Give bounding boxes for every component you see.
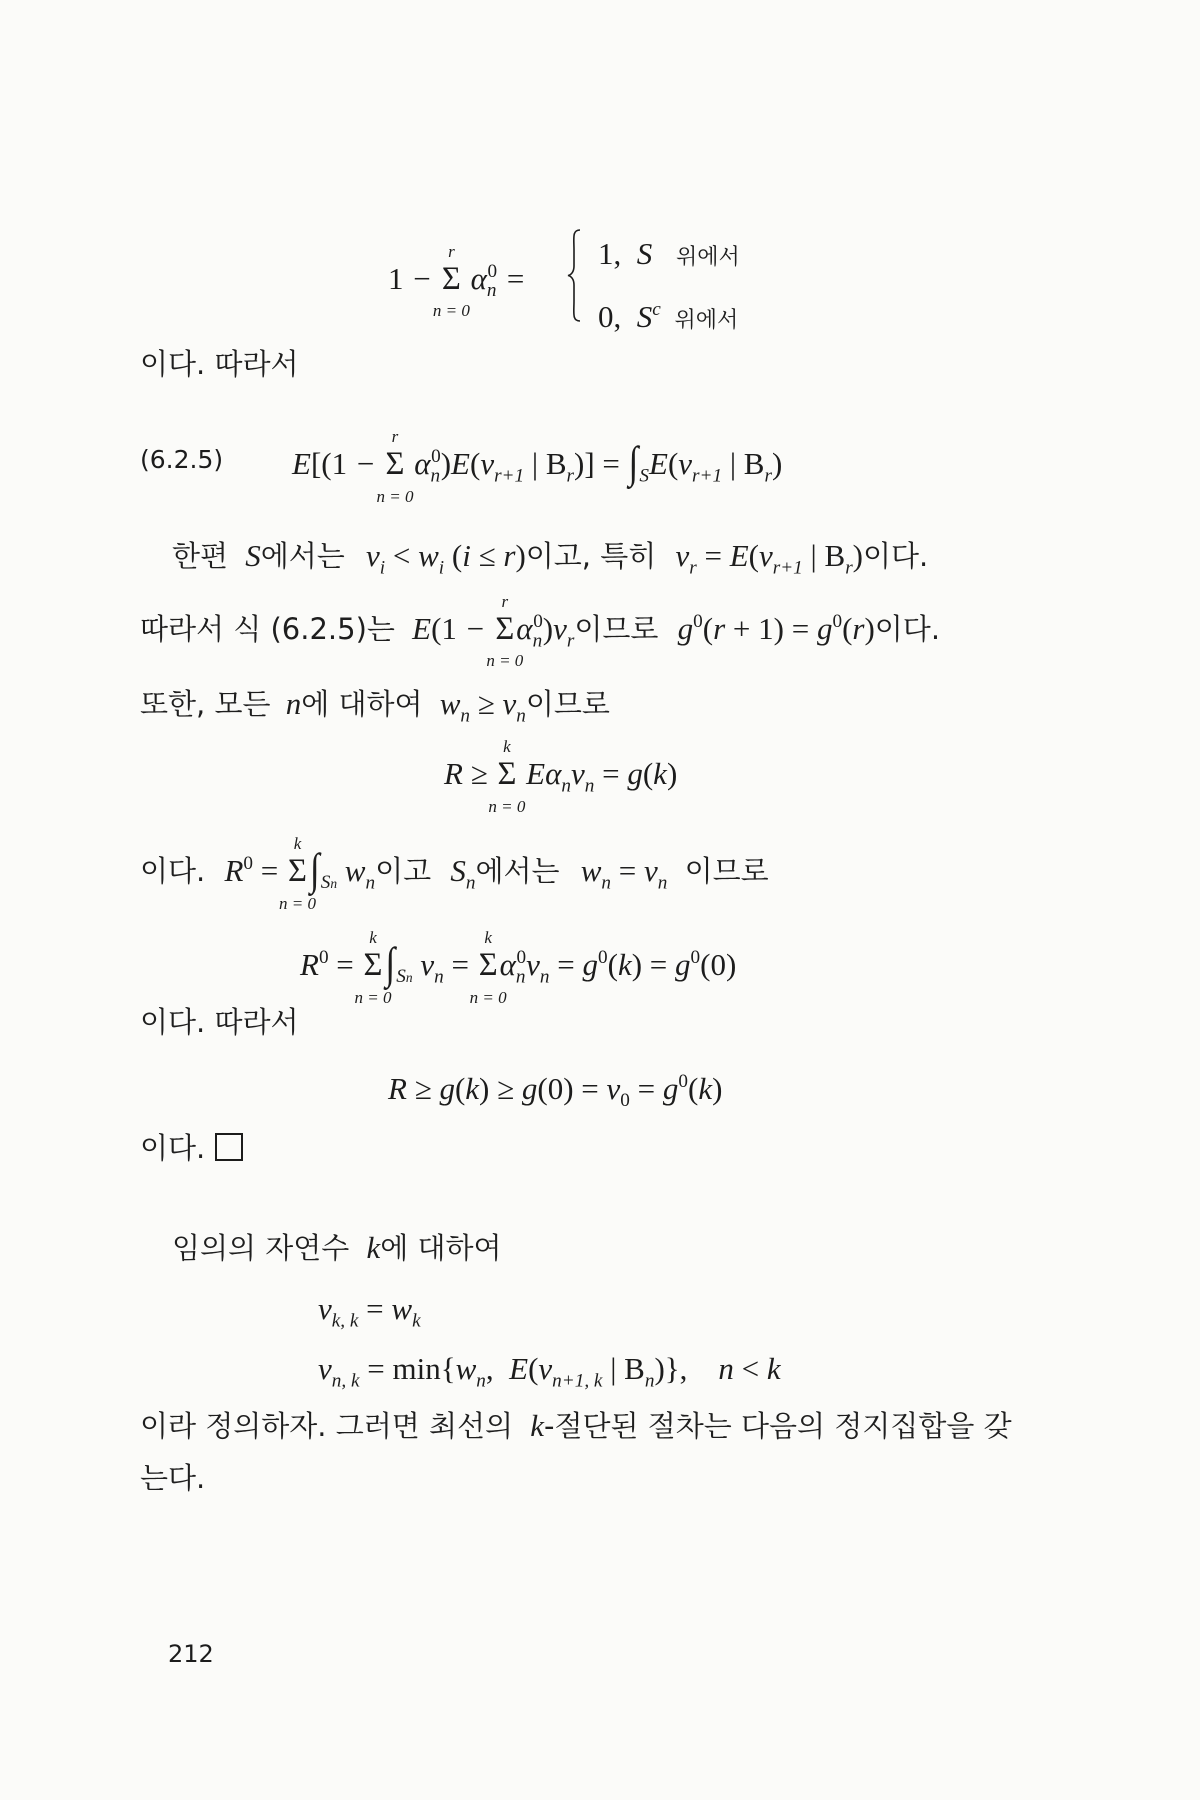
text-line-5: 이다. $R^0$ = k Σ n = 0 $\int_{Sn}$ $w_n$이고 $S_n$에서는 $w_n = v_n$ 이므로 xyxy=(140,834,769,913)
l2-d: 이다. xyxy=(863,539,929,573)
equation-vkk: $v_{k, k} = w_k$ xyxy=(318,1291,421,1332)
l2-c: 이고, 특히 xyxy=(525,539,657,573)
l3-b: 이므로 xyxy=(574,611,659,646)
l8-b: 에 대하여 xyxy=(380,1231,502,1265)
equation-label-6-2-5: (6.2.5) xyxy=(140,445,224,474)
equation-6-2-5: E[(1 − r Σ n = 0 $\alpha_n^0)E(v_{r+1}$ | $B_r)] = \int_SE(v_{r+1}$ | $B_r$) xyxy=(292,427,783,506)
text-line-10: 는다. xyxy=(140,1461,206,1495)
l4-b: 에 대하여 xyxy=(301,687,423,721)
l5-c: 에서는 xyxy=(475,854,560,888)
equation-1-case-2: 0, $S^c$ 위에서 xyxy=(598,298,739,334)
l7: 이다. xyxy=(140,1131,206,1165)
equation-r0: $R^0$ = k Σ n = 0 $\int_{Sn}$ $v_n$ = k Σ n = 0 $\alpha_n^0v_n = g^0(k) = g^0(0)$ xyxy=(300,928,737,1007)
text-line-1: 이다. 따라서 xyxy=(140,347,299,381)
equation-1-case-1: 1, S 위에서 xyxy=(598,236,740,271)
equation-vnk: $v_{n, k} = \min\{w_n$, $E(v_{n+1, k}$ | $B_n$)}, n < k xyxy=(318,1351,781,1392)
page-number: 212 xyxy=(168,1640,214,1668)
equation-1-lhs: 1 − r Σ n = 0 $\alpha_n^0$ = xyxy=(388,241,526,321)
left-brace xyxy=(567,228,581,323)
l9-b: -절단된 절차는 다음의 정지집합을 갖 xyxy=(544,1409,1012,1443)
l9-a: 이라 정의하자. 그러면 최선의 xyxy=(140,1409,514,1443)
equation-r-ge: R ≥ k Σ n = 0 $E\alpha_nv_n = g(k)$ xyxy=(444,737,678,816)
l5-a: 이다. xyxy=(140,854,206,888)
text-line-3: 따라서 식 (6.2.5)는 E(1 − r Σ n = 0 $\alpha_n^0)v_r$이므로 $g^0(r + 1) = g^0(r)$이다. xyxy=(140,591,941,671)
equation-chain: $R \ge g(k) \ge g(0) = v_0 = g^0(k)$ xyxy=(388,1070,723,1112)
text-line-7 xyxy=(140,1133,243,1163)
l4-a: 또한, 모든 xyxy=(140,687,271,721)
qed-square-icon xyxy=(215,1133,243,1161)
text-line-4: 또한, 모든 n에 대하여 $w_n \ge v_n$이므로 xyxy=(140,686,610,727)
l5-d: 이므로 xyxy=(684,854,769,888)
text-line-9: 이라 정의하자. 그러면 최선의 k-절단된 절차는 다음의 정지집합을 갖 xyxy=(140,1408,1012,1443)
l3-c: 이다. xyxy=(874,611,941,646)
l4-c: 이므로 xyxy=(525,687,610,721)
l2-a: 한편 xyxy=(172,539,229,573)
l5-b: 이고 xyxy=(375,854,432,888)
text-line-8: 임의의 자연수 k에 대하여 xyxy=(172,1230,502,1265)
l3-a: 따라서 식 (6.2.5)는 xyxy=(140,611,395,646)
text-line-2: 한편 S에서는 $v_i < w_i$ (i ≤ r)이고, 특히 $v_r = E(v_{r+1}$ | $B_r$)이다. xyxy=(172,538,929,579)
text-line-6: 이다. 따라서 xyxy=(140,1005,299,1039)
l2-b: 에서는 xyxy=(260,539,345,573)
l8-a: 임의의 자연수 xyxy=(172,1231,350,1265)
